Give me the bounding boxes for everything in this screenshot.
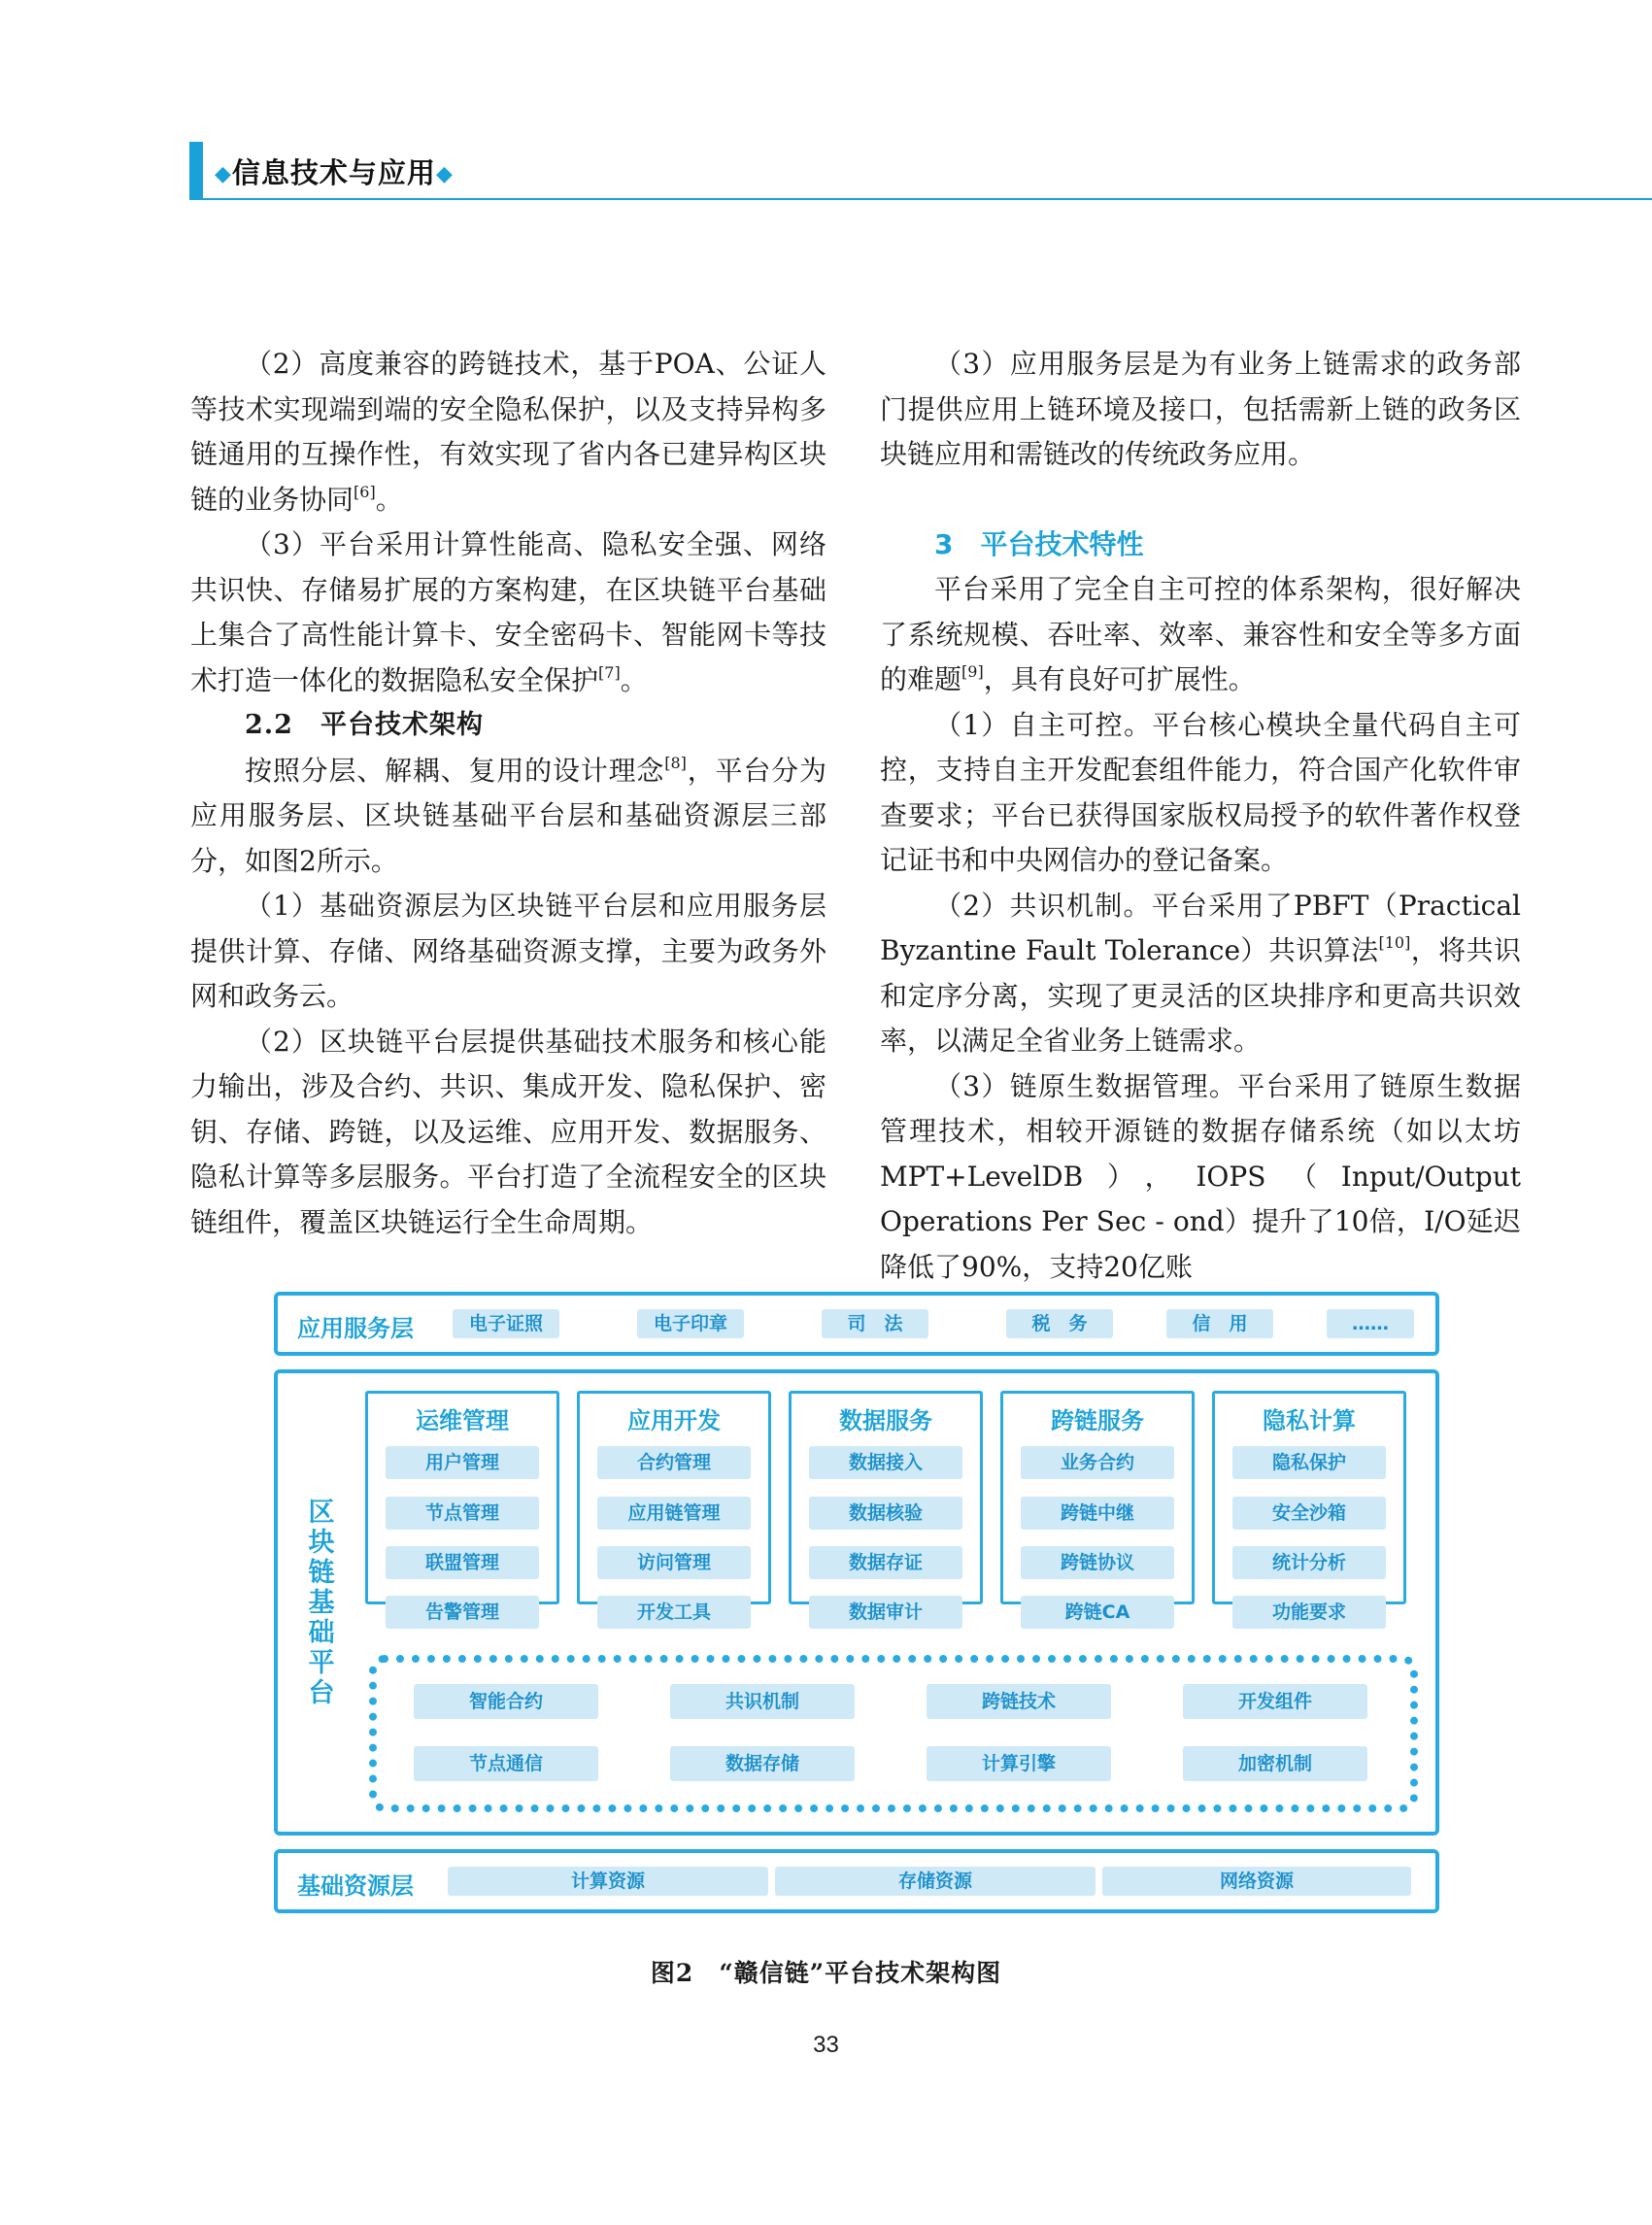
diamond-icon: ◆ (215, 162, 232, 186)
page-number: 33 (813, 2032, 839, 2058)
app-item: 司 法 (822, 1309, 928, 1338)
base-resource-layer (274, 1849, 1439, 1913)
right-column (880, 342, 1521, 1290)
core-components (369, 1655, 1418, 1812)
group-item: 数据接入 (809, 1446, 962, 1479)
group-privacy-computing (1212, 1391, 1406, 1623)
group-item: 跨链协议 (1021, 1546, 1174, 1579)
paragraph: （2）区块链平台层提供基础技术服务和核心能力输出，涉及合约、共识、集成开发、隐私保护、密钥、存储、跨链，以及运维、应用开发、数据服务、隐私计算等多层服务。平台打造了全流程安全的区块链组件，覆盖区块链运行全生命周期。 (190, 1025, 826, 1238)
platform-layer-label: 区块链基础平台 (308, 1498, 335, 1708)
paragraph: （3）应用服务层是为有业务上链需求的政务部门提供应用上链环境及接口，包括需新上链的政务区块链应用和需链改的传统政务应用。 (880, 348, 1521, 470)
group-item: 节点管理 (386, 1497, 539, 1530)
citation: [6] (354, 482, 376, 501)
app-item: 税 务 (1006, 1309, 1113, 1338)
group-ops-management (365, 1391, 559, 1623)
diamond-icon: ◆ (435, 162, 454, 186)
group-item: 功能要求 (1232, 1596, 1386, 1629)
group-item: 隐私保护 (1232, 1446, 1386, 1479)
group-item: 数据审计 (809, 1596, 962, 1629)
app-item: 电子证照 (453, 1309, 559, 1338)
running-header (189, 142, 1652, 200)
core-item: 共识机制 (670, 1684, 855, 1719)
section-heading: 3 平台技术特性 (934, 527, 1144, 560)
group-item: 跨链CA (1021, 1596, 1174, 1629)
paragraph: （2）高度兼容的跨链技术，基于POA、公证人等技术实现端到端的安全隐私保护，以及支持异构多链通用的互操作性，有效实现了省内各已建异构区块链的业务协同[6]。 (190, 348, 826, 516)
citation: [7] (598, 662, 621, 682)
paragraph: （2）共识机制。平台采用了PBFT（Practical Byzantine Fault Tolerance）共识算法[10]，将共识和定序分离，实现了更灵活的区块排序和更高共识效率，以满足全省业务上链需求。 (880, 889, 1521, 1057)
group-title: 应用开发 (627, 1407, 721, 1434)
group-item: 跨链中继 (1021, 1497, 1174, 1530)
app-item: 信 用 (1166, 1309, 1273, 1338)
group-item: 安全沙箱 (1232, 1497, 1386, 1530)
resource-item: 计算资源 (448, 1867, 768, 1896)
group-item: 业务合约 (1021, 1446, 1174, 1479)
architecture-diagram (274, 1292, 1439, 1923)
header-accent-bar (189, 142, 203, 200)
group-title: 隐私计算 (1263, 1407, 1356, 1434)
left-column (190, 342, 826, 1245)
group-item: 统计分析 (1232, 1546, 1386, 1579)
resource-item: 存储资源 (775, 1867, 1096, 1896)
group-item: 应用链管理 (597, 1497, 751, 1530)
core-item: 开发组件 (1183, 1684, 1367, 1719)
paragraph: （1）基础资源层为区块链平台层和应用服务层提供计算、存储、网络基础资源支撑，主要为政务外网和政务云。 (190, 890, 826, 1012)
group-item: 告警管理 (386, 1596, 539, 1629)
core-item: 智能合约 (414, 1684, 598, 1719)
group-item: 用户管理 (386, 1446, 539, 1479)
group-title: 数据服务 (839, 1407, 932, 1434)
citation: [10] (1378, 933, 1411, 952)
group-title: 运维管理 (416, 1407, 509, 1434)
group-item: 访问管理 (597, 1546, 751, 1579)
app-item: 电子印章 (637, 1309, 744, 1338)
group-item: 数据核验 (809, 1497, 962, 1530)
core-item: 加密机制 (1183, 1746, 1367, 1781)
group-data-services (789, 1391, 983, 1623)
citation: [9] (961, 662, 984, 681)
section-title-text: 信息技术与应用 (231, 156, 436, 189)
subsection-heading: 2.2 平台技术架构 (245, 710, 484, 740)
app-item: …… (1327, 1309, 1414, 1338)
app-layer-label: 应用服务层 (297, 1315, 414, 1342)
core-item: 节点通信 (414, 1746, 598, 1781)
citation: [8] (664, 753, 687, 772)
blockchain-platform-layer (274, 1369, 1439, 1836)
journal-section-title (215, 152, 454, 191)
group-item: 联盟管理 (386, 1546, 539, 1579)
header-rule (189, 198, 1652, 200)
figure-caption: 图2 “赣信链”平台技术架构图 (650, 1959, 1002, 1987)
resource-layer-label: 基础资源层 (297, 1872, 414, 1900)
paragraph: （3）平台采用计算性能高、隐私安全强、网络共识快、存储易扩展的方案构建，在区块链平台基础上集合了高性能计算卡、安全密码卡、智能网卡等技术打造一体化的数据隐私安全保护[7]。 (190, 528, 826, 696)
paragraph: 按照分层、解耦、复用的设计理念[8]，平台分为应用服务层、区块链基础平台层和基础资源层三部分，如图2所示。 (190, 753, 826, 877)
core-item: 计算引擎 (927, 1746, 1111, 1781)
group-title: 跨链服务 (1051, 1407, 1144, 1434)
group-item: 合约管理 (597, 1446, 751, 1479)
app-service-layer (274, 1292, 1439, 1356)
resource-item: 网络资源 (1102, 1867, 1411, 1896)
group-cross-chain (1000, 1391, 1195, 1623)
paragraph: 平台采用了完全自主可控的体系架构，很好解决了系统规模、吞吐率、效率、兼容性和安全等多方面的难题[9]，具有良好可扩展性。 (880, 573, 1521, 695)
paragraph: （3）链原生数据管理。平台采用了链原生数据管理技术，相较开源链的数据存储系统（如以太坊MPT+LevelDB），IOPS（Input/Output Operations Per Sec - ond）提升了10倍，I/O延迟降低了90%，支持20亿账 (880, 1069, 1521, 1283)
core-item: 数据存储 (670, 1746, 855, 1781)
core-item: 跨链技术 (927, 1684, 1111, 1719)
paragraph: （1）自主可控。平台核心模块全量代码自主可控，支持自主开发配套组件能力，符合国产化软件审查要求；平台已获得国家版权局授予的软件著作权登记证书和中央网信办的登记备案。 (880, 708, 1521, 876)
group-item: 开发工具 (597, 1596, 751, 1629)
group-item: 数据存证 (809, 1546, 962, 1579)
group-app-development (577, 1391, 771, 1623)
